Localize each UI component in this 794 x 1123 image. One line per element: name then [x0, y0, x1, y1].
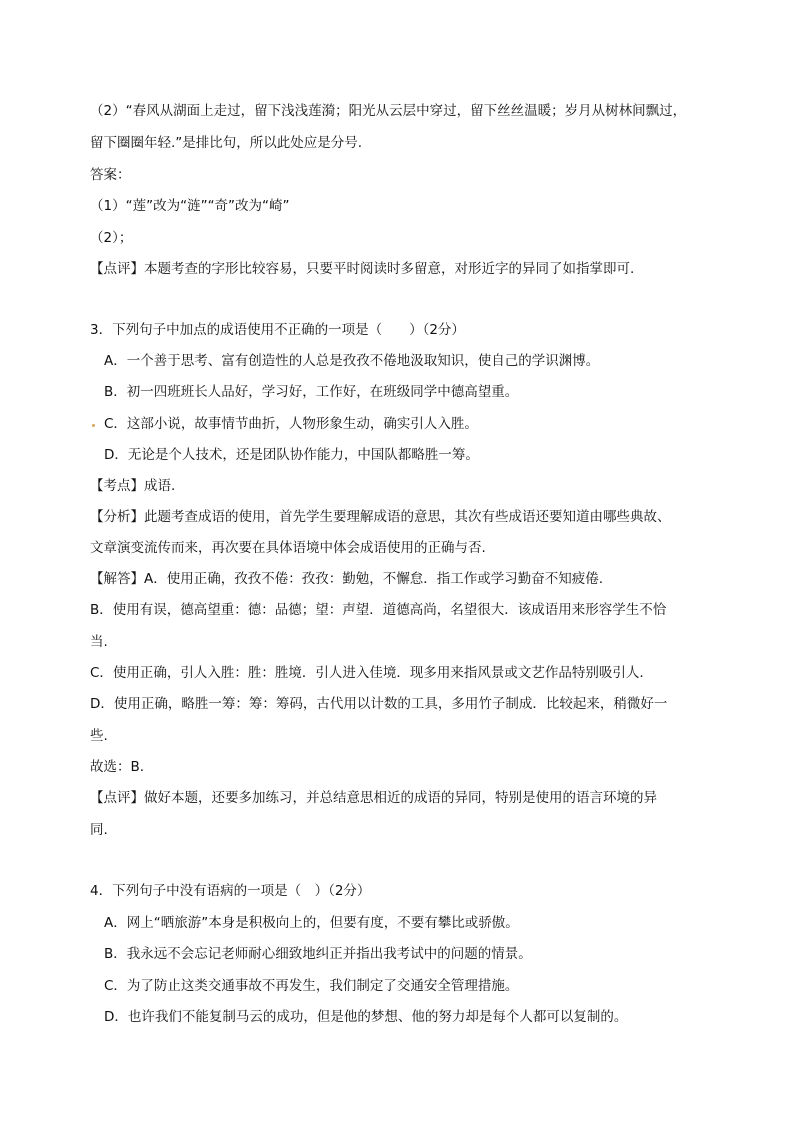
- question-3-option-a: A．一个善于思考、富有创造性的人总是孜孜不倦地汲取知识，使自己的学识渊博。: [104, 353, 600, 369]
- analysis-2: 文章演变流传而来，再次要在具体语境中体会成语使用的正确与否.: [90, 540, 486, 556]
- answer-2: （2）；: [90, 230, 133, 246]
- question-3-option-d: D．无论是个人技术，还是团队协作能力，中国队都略胜一筹。: [104, 447, 479, 463]
- scan-dot: [92, 424, 95, 427]
- solution-d-1: D．使用正确，略胜一筹：筹：筹码，古代用以计数的工具，多用竹子制成．比较起来，稍微好一: [90, 696, 668, 712]
- answer-line-2b: 留下圈圈年轻.”是排比句，所以此处应是分号.: [90, 135, 363, 151]
- answer-1: （1）“莲”改为“涟”“奇”改为“崎”: [90, 198, 290, 214]
- question-3-option-b: B．初一四班班长人品好，学习好，工作好，在班级同学中德高望重。: [104, 384, 519, 400]
- solution-c: C．使用正确，引人入胜：胜：胜境．引人进入佳境．现多用来指风景或文艺作品特别吸引人.: [90, 665, 644, 681]
- solution-d-2: 些.: [90, 728, 108, 744]
- analysis-1: 【分析】此题考查成语的使用，首先学生要理解成语的意思，其次有些成语还要知道由哪些典故、: [90, 509, 671, 525]
- comment-2b: 同.: [90, 822, 108, 838]
- question-4-option-b: B．我永远不会忘记老师耐心细致地纠正并指出我考试中的问题的情景。: [104, 946, 532, 962]
- question-3-option-c: C．这部小说，故事情节曲折，人物形象生动，确实引人入胜。: [104, 416, 478, 432]
- question-4-title: 4．下列句子中没有语病的一项是（ ）（2分）: [90, 883, 371, 899]
- solution-b-2: 当.: [90, 634, 108, 650]
- solution-b-1: B．使用有误，德高望重：德：品德；望：声望．道德高尚，名望很大．该成语用来形容学生不恰: [90, 602, 667, 618]
- choice: 故选：B.: [90, 759, 145, 775]
- question-3-title: 3．下列句子中加点的成语使用不正确的一项是（ ）（2分）: [90, 322, 465, 338]
- comment-2a: 【点评】做好本题，还要多加练习，并总结意思相近的成语的异同，特别是使用的语言环境的异: [90, 790, 657, 806]
- question-4-option-a: A．网上“晒旅游”本身是积极向上的，但要有度，不要有攀比或骄傲。: [104, 915, 519, 931]
- answer-line-2a: （2）“春风从湖面上走过，留下浅浅莲漪；阳光从云层中穿过，留下丝丝温暖；岁月从树林间飘过，: [90, 103, 687, 119]
- question-4-option-d: D．也许我们不能复制马云的成功，但是他的梦想、他的努力却是每个人都可以复制的。: [104, 1009, 628, 1025]
- question-4-option-c: C．为了防止这类交通事故不再发生，我们制定了交通安全管理措施。: [104, 978, 519, 994]
- kaodian: 【考点】成语.: [90, 478, 176, 494]
- solution-a: 【解答】A．使用正确，孜孜不倦：孜孜：勤勉，不懈怠．指工作或学习勤奋不知疲倦.: [90, 571, 604, 587]
- comment-1: 【点评】本题考查的字形比较容易，只要平时阅读时多留意，对形近字的异同了如指掌即可.: [90, 261, 635, 277]
- answer-label: 答案：: [90, 167, 131, 183]
